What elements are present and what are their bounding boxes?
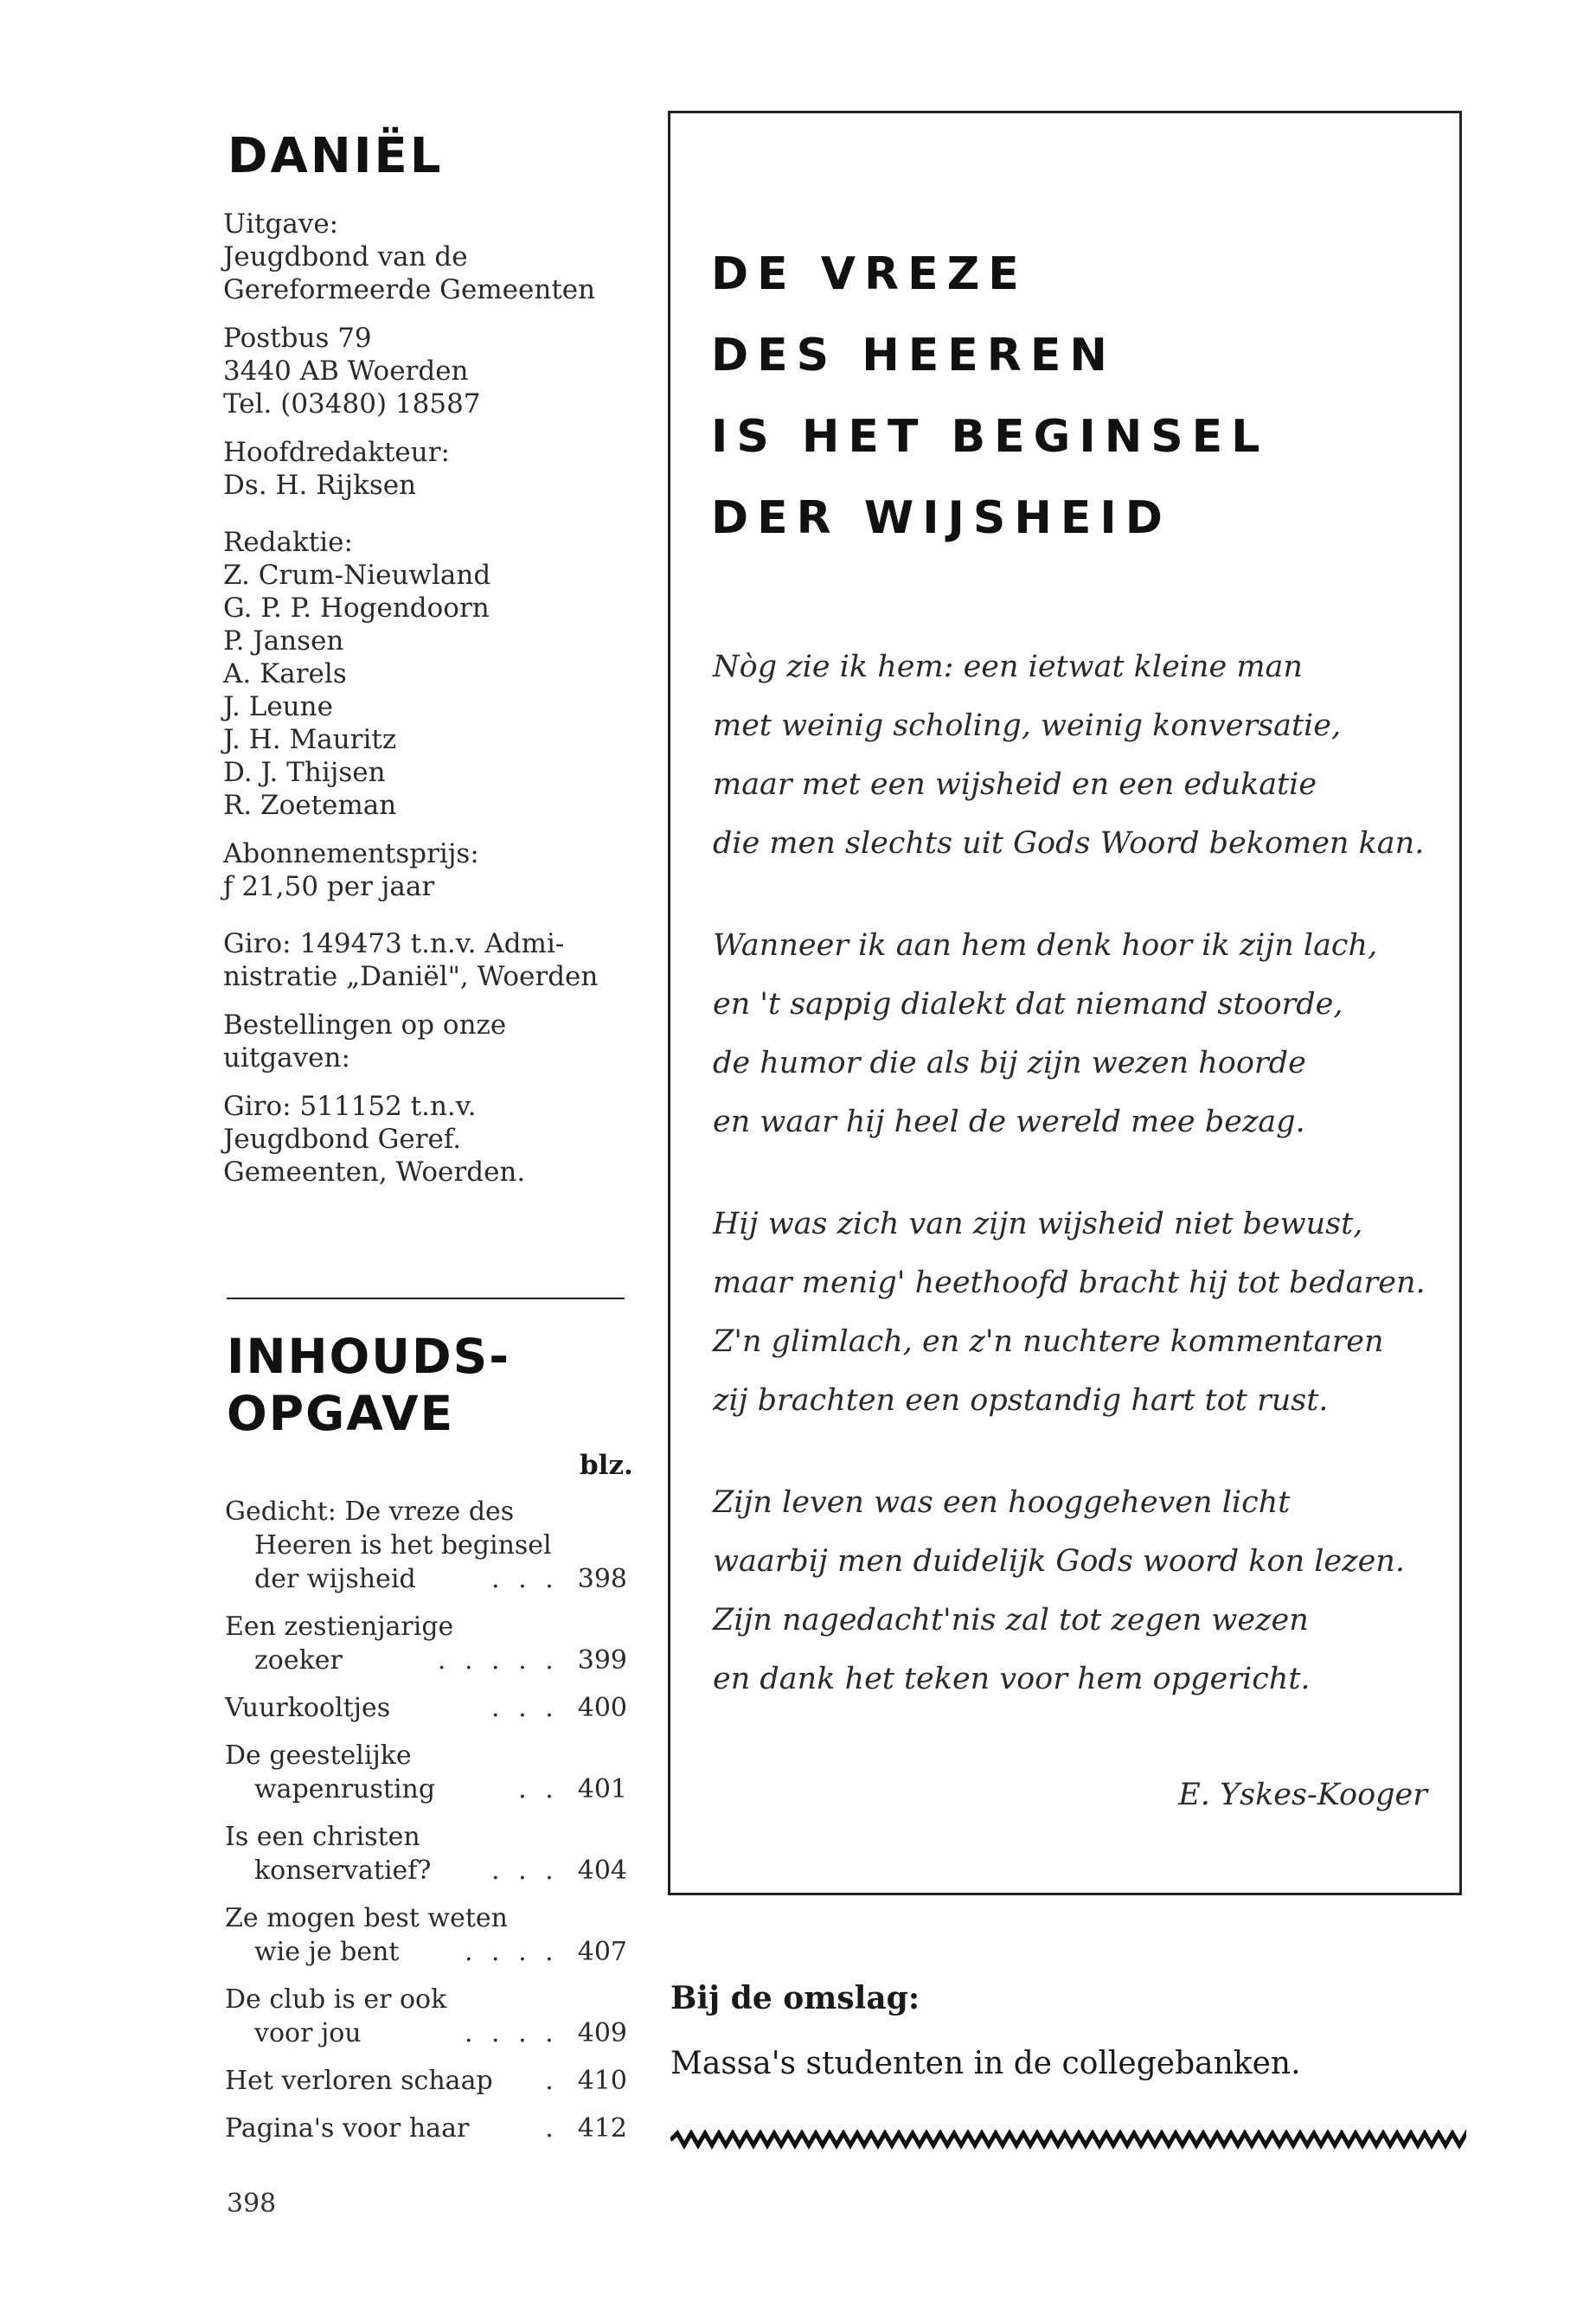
giro-admin-block	[223, 927, 630, 993]
text-line: D. J. Thijsen	[223, 757, 386, 788]
text-line: Hoofdredakteur:	[223, 437, 450, 468]
toc-entry-line: De club is er ook	[225, 1984, 447, 2015]
editorial-board-block	[223, 526, 630, 822]
poem-line: Zijn leven was een hooggeheven licht	[713, 1485, 1291, 1520]
text-line: Gereformeerde Gemeenten	[223, 274, 596, 305]
cover-caption-text: Massa's studenten in de collegebanken.	[670, 2046, 1301, 2081]
text-line: uitgaven:	[223, 1042, 350, 1074]
toc-entry-last-line	[225, 1854, 627, 1888]
poem-stanza	[713, 1473, 1426, 1708]
toc-entry-last-line	[225, 1772, 627, 1806]
toc-entry-line: De geestelijke	[225, 1740, 412, 1771]
toc-leader-dots: . .	[518, 1774, 559, 1804]
headline-line: DES HEEREN	[711, 330, 1116, 381]
poem-line: Zijn nagedacht'nis zal tot zegen wezen	[713, 1603, 1309, 1638]
cover-caption-label: Bij de omslag:	[670, 1980, 920, 2016]
toc-entry-last-line	[225, 1935, 627, 1969]
toc-entry-title: voor jou	[254, 2018, 362, 2048]
toc-entry	[225, 2064, 627, 2098]
poem-line: zij brachten een opstandig hart tot rust.	[713, 1383, 1329, 1418]
poem-author: E. Yskes-Kooger	[1178, 1778, 1427, 1812]
text-line: Postbus 79	[223, 323, 372, 354]
masthead-title: DANIËL	[228, 128, 444, 184]
text-line: Jeugdbond Geref.	[223, 1124, 462, 1155]
toc-leader-dots: .	[545, 2066, 559, 2096]
toc-entry-last-line	[225, 1562, 627, 1596]
text-line: J. H. Mauritz	[223, 724, 397, 755]
toc-page-number: 401	[577, 1774, 627, 1804]
toc-entry-last-line	[225, 2016, 627, 2050]
decorative-wave-border	[670, 2130, 1466, 2150]
toc-page-number: 412	[577, 2113, 627, 2144]
toc-leader-dots: . . .	[491, 1564, 559, 1594]
poem-stanza	[713, 638, 1426, 873]
text-line: G. P. P. Hogendoorn	[223, 593, 490, 624]
headline-line: DER WIJSHEID	[711, 492, 1171, 544]
giro-orders-block	[223, 1090, 630, 1189]
toc-entry	[225, 1691, 627, 1725]
text-line: Bestellingen op onze	[223, 1009, 507, 1041]
toc-page-number: 407	[577, 1937, 627, 1967]
toc-page-number: 399	[577, 1645, 627, 1676]
toc-entry-line: Heeren is het beginsel	[254, 1530, 552, 1561]
headline-line: DE VREZE	[711, 248, 1028, 300]
toc-page-number: 398	[577, 1564, 627, 1594]
page-column-label: blz.	[580, 1450, 633, 1481]
toc-entry-line: Een zestienjarige	[225, 1612, 454, 1642]
text-line: Giro: 511152 t.n.v.	[223, 1091, 477, 1122]
editor-in-chief-block	[223, 436, 630, 502]
poem-line: die men slechts uit Gods Woord bekomen kan.	[713, 826, 1425, 861]
toc-entry-title: Pagina's voor haar	[225, 2113, 470, 2144]
toc-leader-dots: . . .	[491, 1856, 559, 1886]
toc-entry	[225, 1901, 627, 1969]
text-line: Jeugdbond van de	[223, 241, 468, 272]
address-block	[223, 322, 630, 420]
toc-page-number: 400	[577, 1693, 627, 1723]
text-line: Giro: 149473 t.n.v. Admi-	[223, 928, 565, 959]
toc-title-line: INHOUDS-	[227, 1329, 511, 1384]
toc-leader-dots: . . . .	[464, 1937, 559, 1967]
poem-line: Hij was zich van zijn wijsheid niet bewust,	[713, 1207, 1363, 1241]
toc-entry	[225, 1983, 627, 2050]
poem-body	[713, 638, 1426, 1752]
toc-entry	[225, 2112, 627, 2145]
poem-line: maar met een wijsheid en een edukatie	[713, 767, 1317, 802]
poem-line: de humor die als bij zijn wezen hoorde	[713, 1046, 1306, 1080]
toc-entry-title: der wijsheid	[254, 1564, 416, 1594]
toc-entry-line: Is een christen	[225, 1822, 420, 1852]
colophon	[223, 208, 630, 1204]
toc-entry-title: wapenrusting	[254, 1774, 436, 1804]
toc-entry-line: Gedicht: De vreze des	[225, 1497, 515, 1527]
toc-entry-title: zoeker	[254, 1645, 343, 1676]
poem-stanza	[713, 1195, 1426, 1430]
text-line: nistratie „Daniël", Woerden	[223, 961, 599, 992]
toc-entry	[225, 1495, 627, 1596]
text-line: 3440 AB Woerden	[223, 356, 469, 387]
text-line: ƒ 21,50 per jaar	[223, 871, 435, 902]
section-divider	[227, 1298, 625, 1299]
poem-line: waarbij men duidelijk Gods woord kon lezen.	[713, 1544, 1405, 1579]
page-number: 398	[227, 2189, 277, 2219]
toc-page-number: 404	[577, 1856, 627, 1886]
toc-leader-dots: . . .	[491, 1693, 559, 1723]
headline-line: IS HET BEGINSEL	[711, 411, 1269, 463]
poem-line: Wanneer ik aan hem denk hoor ik zijn lach,	[713, 928, 1378, 963]
text-line: Gemeenten, Woerden.	[223, 1157, 526, 1188]
poem-line: en waar hij heel de wereld mee bezag.	[713, 1105, 1305, 1139]
poem-line: en dank het teken voor hem opgericht.	[713, 1662, 1311, 1696]
orders-block	[223, 1009, 630, 1074]
poem-line: Nòg zie ik hem: een ietwat kleine man	[713, 650, 1303, 684]
toc-leader-dots: . . . . .	[437, 1645, 559, 1676]
toc-leader-dots: .	[545, 2113, 559, 2144]
text-line: R. Zoeteman	[223, 790, 397, 821]
text-line: Ds. H. Rijksen	[223, 470, 417, 501]
poem-line: Z'n glimlach, en z'n nuchtere kommentaren	[713, 1324, 1384, 1359]
poem-line: maar menig' heethoofd bracht hij tot bedaren.	[713, 1266, 1426, 1300]
text-line: P. Jansen	[223, 625, 344, 657]
toc-entry-line: Ze mogen best weten	[225, 1903, 508, 1933]
text-line: Tel. (03480) 18587	[223, 388, 481, 420]
poem-headline	[711, 234, 1268, 559]
poem-line: en 't sappig dialekt dat niemand stoorde,	[713, 987, 1343, 1022]
text-line: Z. Crum-Nieuwland	[223, 560, 491, 591]
text-line: Abonnementsprijs:	[223, 838, 479, 869]
subscription-block	[223, 837, 630, 903]
poem-line: met weinig scholing, weinig konversatie,	[713, 708, 1342, 743]
toc-entry-title: konservatief?	[254, 1856, 432, 1886]
text-line: Uitgave:	[223, 208, 339, 240]
toc-entry-last-line	[225, 1644, 627, 1677]
text-line: A. Karels	[223, 658, 347, 689]
toc-page-number: 410	[577, 2066, 627, 2096]
text-line: J. Leune	[223, 691, 333, 722]
toc-title-line: OPGAVE	[227, 1386, 455, 1441]
toc-entry	[225, 1610, 627, 1677]
toc-title	[227, 1328, 510, 1442]
toc-leader-dots: . . . .	[464, 2018, 559, 2048]
toc-entry-title: wie je bent	[254, 1937, 400, 1967]
table-of-contents	[225, 1495, 627, 2159]
toc-entry	[225, 1739, 627, 1806]
toc-entry	[225, 1820, 627, 1888]
toc-entry-title: Vuurkooltjes	[225, 1693, 391, 1723]
poem-stanza	[713, 916, 1426, 1151]
toc-entry-title: Het verloren schaap	[225, 2066, 493, 2096]
toc-page-number: 409	[577, 2018, 627, 2048]
uitgave-block	[223, 208, 630, 306]
text-line: Redaktie:	[223, 527, 353, 558]
